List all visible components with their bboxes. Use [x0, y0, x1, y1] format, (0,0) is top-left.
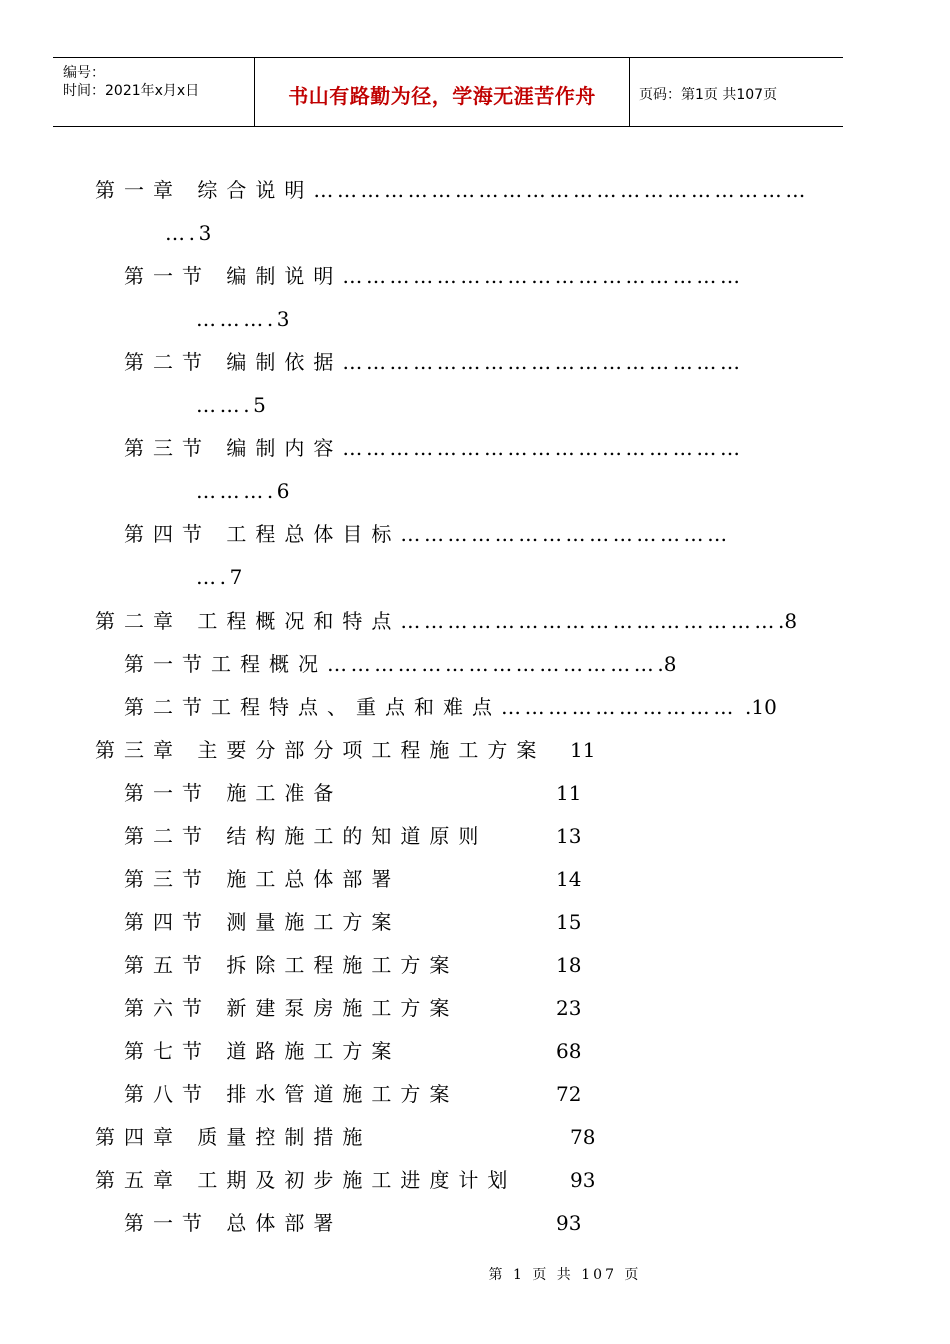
toc-entry-page: .8 — [777, 609, 798, 633]
toc-entry[interactable] — [95, 1125, 371, 1149]
toc-entry[interactable] — [124, 824, 487, 848]
toc-entry-leader: ………………………… — [501, 695, 737, 719]
page-header — [53, 57, 843, 127]
toc-entry-title: 第四节 测量施工方案 — [124, 910, 401, 934]
toc-entry-leader: … — [165, 221, 189, 245]
toc-entry[interactable] — [124, 1039, 400, 1063]
toc-entry-page: 11 — [556, 781, 582, 805]
toc-entry-page: 72 — [556, 1082, 582, 1106]
toc-entry-title: 第二节 结构施工的知道原则 — [124, 824, 488, 848]
toc-entry-title: 第三节 编制内容 — [124, 436, 343, 460]
toc-entry[interactable] — [124, 350, 744, 374]
toc-entry-page: 23 — [556, 996, 582, 1020]
toc-entry-page: .7 — [219, 565, 246, 589]
toc-entry[interactable] — [124, 652, 677, 676]
toc-entry[interactable] — [124, 910, 400, 934]
header-left-cell — [53, 58, 254, 126]
toc-entry[interactable] — [124, 867, 400, 891]
toc-entry-title: 第一章 综合说明 — [95, 178, 314, 202]
toc-entry-page: 18 — [556, 953, 582, 977]
toc-entry-continuation — [196, 393, 270, 417]
toc-entry[interactable] — [124, 953, 458, 977]
toc-entry-continuation — [196, 307, 293, 331]
toc-entry[interactable] — [124, 264, 744, 288]
toc-entry-title: 第八节 排水管道施工方案 — [124, 1082, 459, 1106]
toc-entry[interactable] — [95, 609, 797, 633]
toc-entry-leader: …… — [196, 393, 244, 417]
toc-entry-title: 第一节工程概况 — [124, 652, 327, 676]
toc-entry-continuation — [196, 565, 246, 589]
toc-entry-title: 第三节 施工总体部署 — [124, 867, 401, 891]
toc-entry[interactable] — [124, 1082, 458, 1106]
toc-entry[interactable] — [124, 436, 744, 460]
toc-entry-leader: ……… — [196, 307, 267, 331]
toc-entry-page: .5 — [243, 393, 270, 417]
toc-entry-title: 第二节工程特点、重点和难点 — [124, 695, 501, 719]
toc-entry-page: 15 — [556, 910, 582, 934]
toc-entry[interactable] — [124, 996, 458, 1020]
toc-entry-page: .3 — [266, 307, 294, 331]
header-page-info: 页码：第1页 共107页 — [639, 87, 778, 103]
toc-entry-page: .10 — [745, 695, 777, 719]
toc-entry-title: 第一节 编制说明 — [124, 264, 343, 288]
toc-entry-leader: ……………………………………………………… — [313, 178, 809, 202]
toc-entry-leader: ………………………………………… — [400, 609, 778, 633]
toc-entry-page: 11 — [570, 738, 596, 762]
toc-entry-page: .3 — [188, 221, 215, 245]
toc-entry-title: 第四章 质量控制措施 — [95, 1125, 372, 1149]
toc-entry[interactable] — [124, 522, 731, 546]
toc-entry-continuation — [196, 479, 293, 503]
toc-entry-leader: …………………………………………… — [342, 350, 744, 374]
toc-entry-page: .6 — [266, 479, 294, 503]
toc-entry-page: 14 — [556, 867, 582, 891]
toc-entry-title: 第六节 新建泵房施工方案 — [124, 996, 459, 1020]
toc-entry-leader: ……… — [196, 479, 267, 503]
toc-entry-title: 第三章 主要分部分项工程施工方案 — [95, 738, 546, 762]
document-time-label: 时间：2021年x月x日 — [63, 83, 200, 99]
toc-entry-title: 第一节 总体部署 — [124, 1211, 343, 1235]
toc-entry-title: 第二章 工程概况和特点 — [95, 609, 401, 633]
header-center-cell — [254, 58, 630, 126]
toc-entry-title: 第五节 拆除工程施工方案 — [124, 953, 459, 977]
header-motto: 书山有路勤为径，学海无涯苦作舟 — [288, 84, 596, 108]
toc-entry[interactable] — [95, 1168, 516, 1192]
toc-entry-page: .8 — [657, 652, 677, 676]
toc-entry-leader: …………………………………… — [327, 652, 658, 676]
toc-entry-title: 第五章 工期及初步施工进度计划 — [95, 1168, 517, 1192]
toc-entry-title: 第二节 编制依据 — [124, 350, 343, 374]
toc-entry[interactable] — [95, 178, 809, 202]
page-footer: 第 1 页 共 107 页 — [488, 1267, 642, 1283]
toc-entry-title: 第七节 道路施工方案 — [124, 1039, 401, 1063]
toc-entry-page: 78 — [570, 1125, 596, 1149]
toc-entry-page: 68 — [556, 1039, 582, 1063]
toc-entry-page: 13 — [556, 824, 582, 848]
toc-entry-title: 第四节 工程总体目标 — [124, 522, 401, 546]
toc-entry-leader: …………………………………… — [400, 522, 731, 546]
toc-entry[interactable] — [95, 738, 545, 762]
toc-entry-leader: …………………………………………… — [342, 264, 744, 288]
header-right-cell — [629, 58, 843, 126]
toc-entry-continuation — [165, 221, 215, 245]
toc-entry-page: 93 — [570, 1168, 596, 1192]
toc-entry[interactable] — [124, 695, 737, 719]
toc-entry-page: 93 — [556, 1211, 582, 1235]
toc-entry[interactable] — [124, 781, 342, 805]
document-number-label: 编号： — [63, 65, 105, 81]
toc-entry-leader: …………………………………………… — [342, 436, 744, 460]
toc-entry[interactable] — [124, 1211, 342, 1235]
toc-entry-leader: … — [196, 565, 220, 589]
toc-entry-title: 第一节 施工准备 — [124, 781, 343, 805]
